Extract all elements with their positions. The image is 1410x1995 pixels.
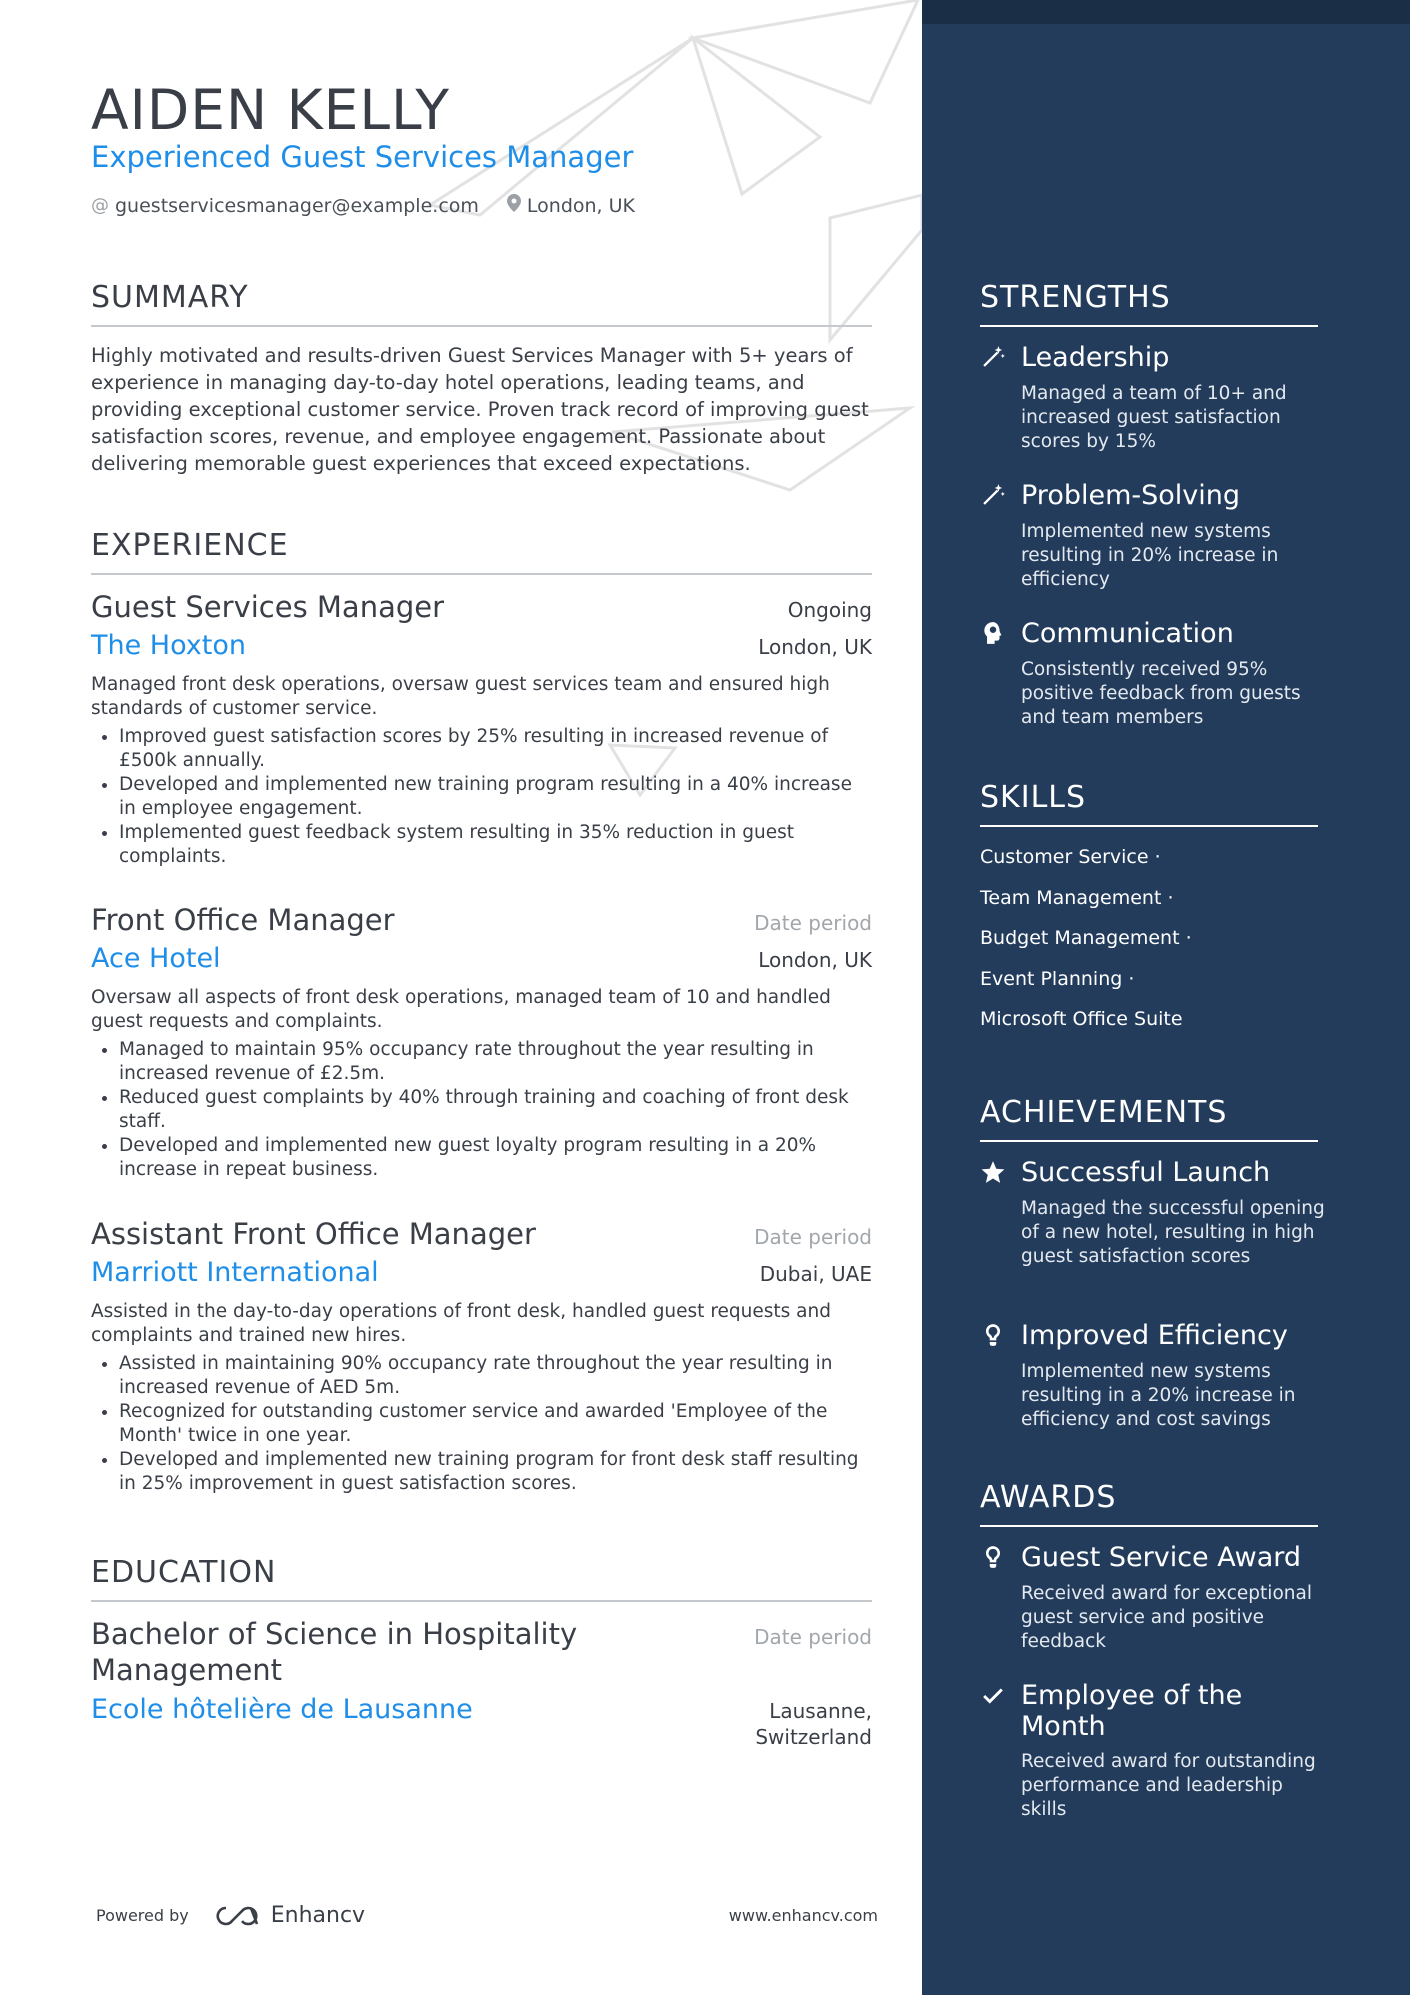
- summary-text: Highly motivated and results-driven Guest Services Manager with 5+ years of experience in managing day-to-day hotel operations, leading teams, and providing exceptional customer service. Proven track record of improving guest satisfaction scores, revenue, and employee engagement. Passionate about delivering memorable guest experiences that exceed expectations.: [91, 344, 869, 475]
- achievements-heading: ACHIEVEMENTS: [980, 1095, 1318, 1142]
- strength-title: Problem-Solving: [1021, 480, 1241, 511]
- head-icon: [980, 620, 1010, 650]
- achievement-description: Implemented new systems resulting in a 20% increase in efficiency and cost savings: [1021, 1361, 1296, 1430]
- award-title-line: Month: [1021, 1711, 1106, 1742]
- experience-item: [91, 590, 872, 869]
- strength-title: Communication: [1021, 618, 1234, 649]
- job-bullets: [91, 1352, 872, 1496]
- powered-by-label: Powered by: [96, 1906, 189, 1925]
- job-bullet: • Managed to maintain 95% occupancy rate throughout the year resulting in increased revenue of £2.5m.: [119, 1038, 872, 1086]
- contact-location: [507, 194, 635, 217]
- job-bullet: • Assisted in maintaining 90% occupancy rate throughout the year resulting in increased revenue of AED 5m.: [119, 1352, 872, 1400]
- strength-description: Consistently received 95% positive feedback from guests and team members: [1021, 659, 1301, 728]
- job-description: Managed front desk operations, oversaw guest services team and ensured high standards of customer service.: [91, 674, 830, 719]
- job-bullets: [91, 725, 872, 869]
- award-item: [980, 1680, 1325, 1822]
- job-bullet: • Developed and implemented new training program resulting in a 40% increase in employee engagement.: [119, 773, 872, 821]
- skill-item: Event Planning ·: [980, 967, 1135, 990]
- checkmark-icon: [980, 1682, 1010, 1712]
- strengths-heading: STRENGTHS: [980, 280, 1318, 327]
- job-bullet: • Developed and implemented new guest loyalty program resulting in a 20% increase in repeat business.: [119, 1134, 872, 1182]
- achievement-title: Successful Launch: [1021, 1157, 1271, 1188]
- education-heading: EDUCATION: [91, 1555, 872, 1602]
- job-date: Date period: [754, 911, 872, 935]
- award-item: [980, 1542, 1325, 1654]
- job-company: The Hoxton: [91, 630, 246, 661]
- strength-description: Implemented new systems resulting in 20% increase in efficiency: [1021, 521, 1279, 590]
- skills-heading: SKILLS: [980, 780, 1318, 827]
- job-bullet: • Implemented guest feedback system resulting in 35% reduction in guest complaints.: [119, 821, 872, 869]
- job-date: Ongoing: [787, 598, 872, 622]
- candidate-title: Experienced Guest Services Manager: [91, 140, 634, 174]
- degree-line: Management: [91, 1653, 283, 1687]
- skill-item: Team Management ·: [980, 886, 1174, 909]
- award-description: Received award for exceptional guest service and positive feedback: [1021, 1583, 1312, 1652]
- sidebar-top-bar: [922, 0, 1410, 24]
- strength-title: Leadership: [1021, 342, 1170, 373]
- award-title: Guest Service Award: [1021, 1542, 1302, 1573]
- skills-list: [980, 845, 1320, 1048]
- job-bullets: [91, 1038, 872, 1182]
- degree-line: Bachelor of Science in Hospitality: [91, 1617, 578, 1651]
- skill-item: Microsoft Office Suite: [980, 1008, 1183, 1030]
- contact-info: [91, 194, 635, 217]
- magic-wand-icon: [980, 482, 1010, 512]
- education-location-line: Lausanne,: [769, 1699, 872, 1723]
- job-title: Front Office Manager: [91, 903, 395, 937]
- education-item: [91, 1616, 872, 1750]
- enhancv-logo-icon: [213, 1904, 261, 1928]
- achievement-item: [980, 1320, 1325, 1432]
- enhancv-logo[interactable]: [213, 1903, 365, 1928]
- achievement-item: [980, 1157, 1325, 1269]
- job-bullet: • Improved guest satisfaction scores by 25% resulting in increased revenue of £500k annually.: [119, 725, 872, 773]
- contact-email: [91, 194, 479, 217]
- award-title-line: Employee of the: [1021, 1680, 1243, 1711]
- job-description: Assisted in the day-to-day operations of front desk, handled guest requests and complaints and trained new hires.: [91, 1301, 831, 1346]
- footer: [96, 1903, 878, 1928]
- sidebar: [922, 0, 1410, 1995]
- job-location: London, UK: [758, 635, 872, 659]
- job-bullet: • Developed and implemented new training program for front desk staff resulting in 25% improvement in guest satisfaction scores.: [119, 1448, 872, 1496]
- experience-heading: EXPERIENCE: [91, 528, 872, 575]
- job-company: Ace Hotel: [91, 943, 221, 974]
- award-title: [1021, 1680, 1242, 1742]
- enhancv-brand: Enhancv: [270, 1903, 366, 1928]
- magic-wand-icon: [980, 344, 1010, 374]
- awards-heading: AWARDS: [980, 1480, 1318, 1527]
- achievement-title: Improved Efficiency: [1021, 1320, 1288, 1351]
- experience-item: [91, 1217, 872, 1496]
- experience-item: [91, 903, 872, 1182]
- achievement-description: Managed the successful opening of a new hotel, resulting in high guest satisfaction scores: [1021, 1198, 1325, 1267]
- website-link[interactable]: www.enhancv.com: [728, 1906, 878, 1925]
- job-bullet: • Recognized for outstanding customer service and awarded 'Employee of the Month' twice in one year.: [119, 1400, 872, 1448]
- education-location-line: Switzerland: [755, 1725, 872, 1749]
- job-bullet: • Reduced guest complaints by 40% through training and coaching of front desk staff.: [119, 1086, 872, 1134]
- strength-item: [980, 342, 1325, 454]
- job-location: London, UK: [758, 948, 872, 972]
- skill-item: Customer Service ·: [980, 846, 1161, 868]
- degree-title: [91, 1616, 577, 1688]
- at-icon: @: [91, 195, 109, 216]
- strength-item: [980, 480, 1325, 592]
- job-title: Assistant Front Office Manager: [91, 1217, 536, 1251]
- strength-item: [980, 618, 1325, 730]
- location-text: London, UK: [526, 194, 635, 217]
- award-description: Received award for outstanding performance and leadership skills: [1021, 1751, 1316, 1820]
- job-company: Marriott International: [91, 1257, 379, 1288]
- lightbulb-icon: [980, 1544, 1010, 1574]
- candidate-name: AIDEN KELLY: [91, 78, 450, 142]
- education-location: [755, 1698, 872, 1750]
- email-text: guestservicesmanager@example.com: [115, 194, 479, 217]
- strength-description: Managed a team of 10+ and increased guest satisfaction scores by 15%: [1021, 383, 1287, 452]
- star-icon: [980, 1159, 1010, 1189]
- summary-heading: SUMMARY: [91, 280, 872, 327]
- school-name: Ecole hôtelière de Lausanne: [91, 1694, 473, 1725]
- location-pin-icon: [507, 194, 521, 217]
- job-title: Guest Services Manager: [91, 590, 445, 624]
- education-date: Date period: [754, 1625, 872, 1649]
- job-date: Date period: [754, 1225, 872, 1249]
- job-location: Dubai, UAE: [759, 1262, 872, 1286]
- lightbulb-icon: [980, 1322, 1010, 1352]
- powered-by: [96, 1903, 365, 1928]
- skill-item: Budget Management ·: [980, 927, 1192, 949]
- job-description: Oversaw all aspects of front desk operations, managed team of 10 and handled guest requests and complaints.: [91, 987, 831, 1032]
